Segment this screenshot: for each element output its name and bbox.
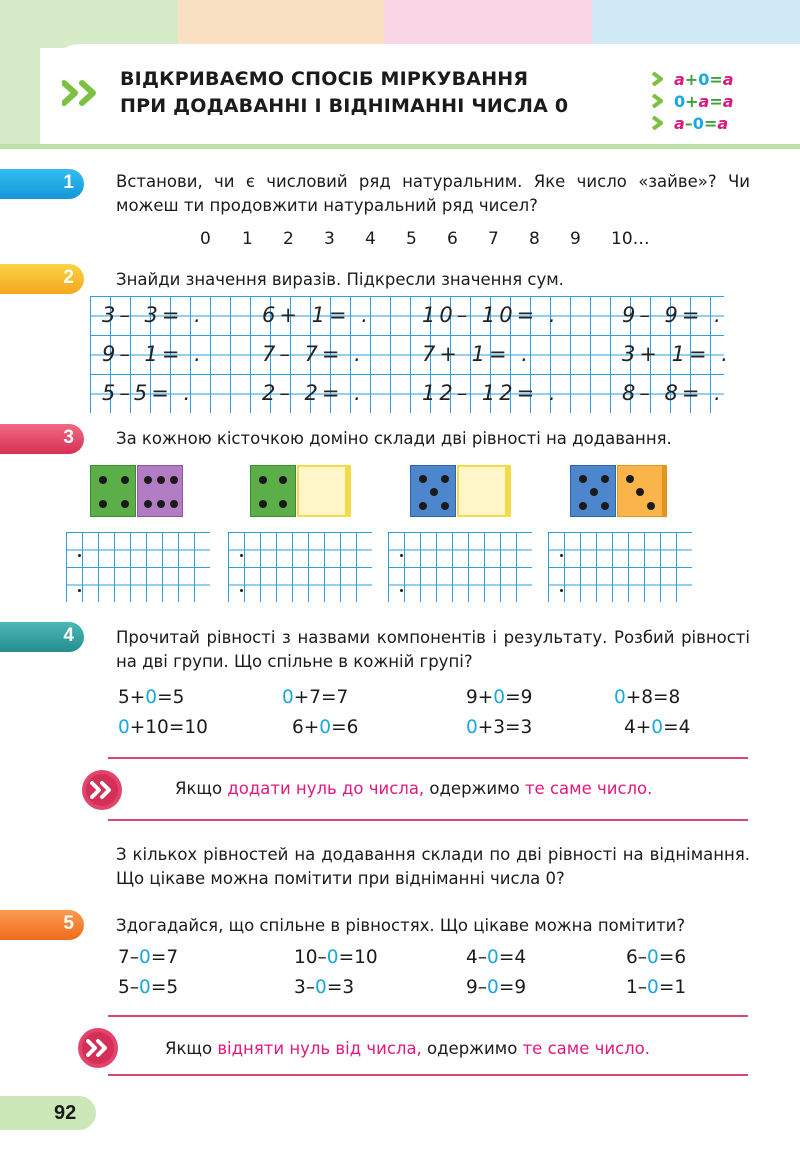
task-3-text: За кожною кісточкою доміно склади дві рівності на додавання. bbox=[116, 429, 672, 448]
domino-half bbox=[570, 465, 616, 517]
domino-dot bbox=[590, 488, 598, 496]
seq-number: 5 bbox=[406, 229, 417, 249]
seq-number: 8 bbox=[529, 229, 540, 249]
rule-op: + bbox=[685, 91, 699, 111]
expression: 8– 8= . bbox=[622, 381, 725, 405]
left-band-strip bbox=[0, 48, 40, 144]
rule-result: a bbox=[722, 91, 734, 111]
expression-row bbox=[90, 337, 732, 376]
expression: 10– 10= . bbox=[422, 303, 560, 327]
expression: 7– 7= . bbox=[262, 342, 365, 366]
equation-row bbox=[118, 977, 738, 1005]
chevron-right-icon bbox=[650, 94, 664, 108]
expression: 9– 9= . bbox=[622, 303, 725, 327]
seq-number: 7 bbox=[488, 229, 499, 249]
rule-eq: = bbox=[703, 113, 718, 133]
expression-row bbox=[90, 298, 724, 337]
domino-dot bbox=[430, 488, 438, 496]
answer-dot bbox=[78, 554, 81, 557]
domino-dot bbox=[441, 502, 449, 510]
equation: 9+0=9 bbox=[466, 687, 533, 708]
answer-grid bbox=[66, 532, 210, 602]
task-5-text: Здогадайся, що спільне в рівностях. Що цікаве можна помітити? bbox=[116, 916, 686, 935]
domino-1 bbox=[90, 465, 186, 517]
task-4-text: Прочитай рівності з назвами компонентів і результату. Розбий рівності на дві групи. Що спільне в кожній групі? bbox=[116, 628, 750, 671]
rules-list bbox=[650, 68, 734, 134]
top-band-pink bbox=[384, 0, 592, 48]
equation: 3–0=3 bbox=[294, 977, 355, 998]
double-chevron-icon bbox=[62, 80, 102, 106]
answer-dot bbox=[240, 589, 243, 592]
rule-eq: = bbox=[709, 91, 723, 111]
domino-dot bbox=[259, 476, 267, 484]
rule-term: 0 bbox=[692, 113, 704, 133]
domino-half bbox=[617, 465, 667, 517]
expression: 3+ 1= . bbox=[622, 342, 732, 366]
domino-dot bbox=[626, 475, 634, 483]
answer-dot bbox=[240, 554, 243, 557]
equation-row bbox=[118, 947, 738, 975]
domino-dot bbox=[601, 475, 609, 483]
rule-divider bbox=[108, 757, 748, 759]
expression: 5–5= . bbox=[102, 381, 195, 405]
seq-number: 4 bbox=[365, 229, 376, 249]
domino-dot bbox=[279, 476, 287, 484]
rule-term: 0 bbox=[674, 91, 686, 111]
domino-dot bbox=[170, 500, 178, 508]
expression-row bbox=[90, 376, 724, 415]
task-number: 4 bbox=[63, 625, 74, 646]
domino-dot bbox=[601, 502, 609, 510]
top-band-blue bbox=[592, 0, 800, 48]
domino-dot bbox=[636, 488, 644, 496]
answer-grid bbox=[228, 532, 372, 602]
rule-statement-subtraction: Якщо відняти нуль від числа, одержимо те саме число. bbox=[165, 1039, 651, 1058]
rule-term: a bbox=[674, 113, 685, 133]
task-number: 3 bbox=[63, 427, 74, 448]
domino-3 bbox=[410, 465, 514, 517]
equation: 4–0=4 bbox=[466, 947, 527, 968]
answer-dot bbox=[400, 589, 403, 592]
equation: 9–0=9 bbox=[466, 977, 527, 998]
expression: 6+ 1= . bbox=[262, 303, 372, 327]
domino-dot bbox=[441, 475, 449, 483]
domino-dot bbox=[121, 500, 129, 508]
rule-2 bbox=[650, 90, 734, 112]
domino-dot bbox=[647, 502, 655, 510]
seq-number: 3 bbox=[324, 229, 335, 249]
task-tab-1 bbox=[0, 169, 84, 199]
expression: 7+ 1= . bbox=[422, 342, 532, 366]
equation: 0+7=7 bbox=[282, 687, 349, 708]
seq-number: 6 bbox=[447, 229, 458, 249]
domino-dot bbox=[579, 502, 587, 510]
equation: 4+0=4 bbox=[624, 717, 691, 738]
domino-dot bbox=[419, 475, 427, 483]
task-number: 2 bbox=[63, 267, 74, 288]
task-tab-4 bbox=[0, 622, 84, 652]
domino-dot bbox=[259, 500, 267, 508]
answer-dot bbox=[560, 554, 563, 557]
equation: 0+3=3 bbox=[466, 717, 533, 738]
answer-dot bbox=[400, 554, 403, 557]
rule-divider bbox=[108, 819, 748, 821]
equation: 0+8=8 bbox=[614, 687, 681, 708]
equation: 0+10=10 bbox=[118, 717, 208, 738]
top-band-green bbox=[0, 0, 178, 48]
equation: 1–0=1 bbox=[626, 977, 687, 998]
domino-4 bbox=[570, 465, 670, 517]
task-4-followup: З кількох рівностей на додавання склади по дві рівності на віднімання. Що цікаве можна помітити при відніманні числа 0? bbox=[116, 845, 750, 888]
domino-dot bbox=[157, 476, 165, 484]
page-title bbox=[120, 66, 620, 120]
seq-number: 9 bbox=[570, 229, 581, 249]
expression: 12– 12= . bbox=[422, 381, 560, 405]
domino-dot bbox=[157, 500, 165, 508]
domino-2 bbox=[250, 465, 354, 517]
rule-divider bbox=[108, 1074, 748, 1076]
rule-term: 0 bbox=[698, 69, 710, 89]
rule-statement-addition: Якщо додати нуль до числа, одержимо те саме число. bbox=[175, 779, 653, 798]
rule-eq: = bbox=[709, 69, 723, 89]
task-number: 5 bbox=[63, 913, 74, 934]
domino-dot bbox=[419, 502, 427, 510]
answer-dot bbox=[560, 589, 563, 592]
rule-op: – bbox=[684, 113, 693, 133]
chevron-right-icon bbox=[650, 72, 664, 86]
equation: 6–0=6 bbox=[626, 947, 687, 968]
number-sequence bbox=[200, 229, 660, 249]
answer-grid bbox=[388, 532, 532, 602]
rule-1 bbox=[650, 68, 734, 90]
domino-dot bbox=[99, 500, 107, 508]
domino-half bbox=[90, 465, 136, 517]
task-2-text: Знайди значення виразів. Підкресли значення сум. bbox=[116, 270, 564, 289]
domino-dot bbox=[121, 476, 129, 484]
expression: 3– 3= . bbox=[102, 303, 205, 327]
rule-term: a bbox=[674, 69, 685, 89]
equation: 7–0=7 bbox=[118, 947, 179, 968]
top-band-orange bbox=[178, 0, 384, 48]
equation-row bbox=[118, 717, 738, 745]
seq-number: 2 bbox=[283, 229, 294, 249]
domino-half bbox=[137, 465, 183, 517]
task-tab-5 bbox=[0, 910, 84, 940]
header-underline bbox=[0, 144, 800, 149]
title-line-2: ПРИ ДОДАВАННІ І ВІДНІМАННІ ЧИСЛА 0 bbox=[120, 95, 569, 117]
equation: 10–0=10 bbox=[294, 947, 378, 968]
rule-term: a bbox=[698, 91, 710, 111]
domino-dot bbox=[579, 475, 587, 483]
seq-number: 1 bbox=[242, 229, 253, 249]
domino-dot bbox=[144, 476, 152, 484]
page-number-tab bbox=[0, 1096, 96, 1130]
task-1-text: Встанови, чи є числовий ряд натуральним. Яке число «зайве»? Чи можеш ти продовжити натуральний ряд чисел? bbox=[116, 172, 750, 215]
equation-row bbox=[118, 687, 738, 715]
rule-badge-icon bbox=[76, 1026, 120, 1070]
answer-dot bbox=[78, 589, 81, 592]
rule-divider bbox=[108, 1015, 748, 1017]
page-number: 92 bbox=[54, 1102, 77, 1124]
rule-op: + bbox=[684, 69, 699, 89]
domino-half bbox=[410, 465, 456, 517]
seq-number: 0 bbox=[200, 229, 211, 249]
task-number: 1 bbox=[63, 172, 74, 193]
rule-badge-icon bbox=[80, 768, 124, 812]
answer-grid bbox=[548, 532, 692, 602]
task-tab-2 bbox=[0, 264, 84, 294]
seq-number: 10… bbox=[611, 229, 650, 249]
equation: 5+0=5 bbox=[118, 687, 185, 708]
equation: 6+0=6 bbox=[292, 717, 359, 738]
equation: 5–0=5 bbox=[118, 977, 179, 998]
domino-dot bbox=[99, 476, 107, 484]
domino-half-blank bbox=[297, 465, 351, 517]
rule-result: a bbox=[722, 69, 734, 89]
expression: 9– 1= . bbox=[102, 342, 205, 366]
domino-half-blank bbox=[457, 465, 511, 517]
chevron-right-icon bbox=[650, 116, 664, 130]
domino-dot bbox=[279, 500, 287, 508]
domino-dot bbox=[144, 500, 152, 508]
domino-dot bbox=[170, 476, 178, 484]
rule-result: a bbox=[717, 113, 729, 133]
title-line-1: ВІДКРИВАЄМО СПОСІБ МІРКУВАННЯ bbox=[120, 68, 529, 90]
rule-3 bbox=[650, 112, 734, 134]
expression: 2– 2= . bbox=[262, 381, 365, 405]
task-tab-3 bbox=[0, 424, 84, 454]
domino-half bbox=[250, 465, 296, 517]
